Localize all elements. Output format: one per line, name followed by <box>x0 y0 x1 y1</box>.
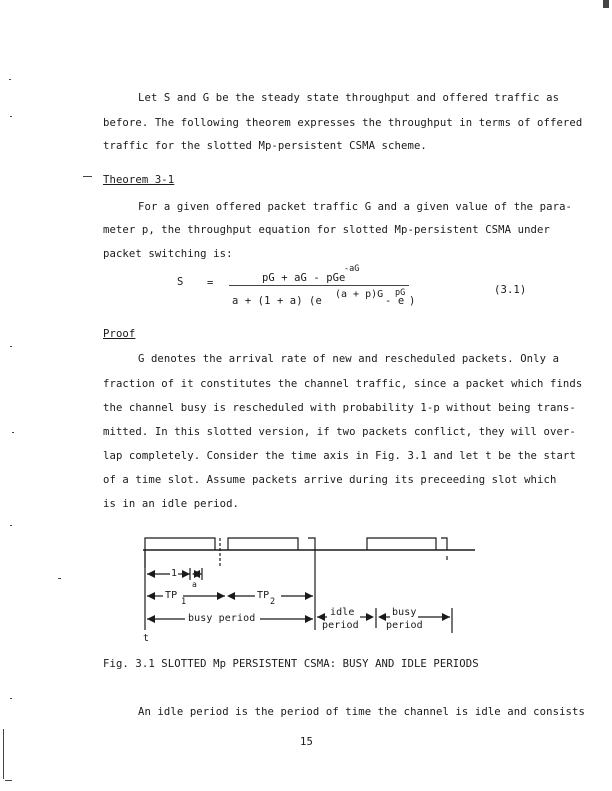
equation-equals: = <box>207 277 214 289</box>
equation-number: (3.1) <box>494 284 527 296</box>
equation-denominator-exponent-1: (a + p)G <box>335 289 384 300</box>
closing-line: An idle period is the period of time the channel is idle and consists <box>138 706 585 718</box>
figure-caption: Fig. 3.1 SLOTTED Mp PERSISTENT CSMA: BUSY AND IDLE PERIODS <box>103 658 479 670</box>
label-busy-period-2: period <box>386 620 423 631</box>
proof-line: lap completely. Consider the time axis in Fig. 3.1 and let t be the start <box>103 450 576 462</box>
proof-line: of a time slot. Assume packets arrive during its preceeding slot which <box>103 474 557 486</box>
page-number: 15 <box>300 736 313 748</box>
theorem-line: packet switching is: <box>103 248 233 260</box>
equation-numerator-exponent: -aG <box>344 264 360 274</box>
label-a: a <box>192 580 197 589</box>
label-one: 1 <box>171 568 178 579</box>
packet-pulse-3 <box>367 538 436 550</box>
label-tp2: TP <box>257 590 270 601</box>
theorem-line: meter p, the throughput equation for slotted Mp-persistent CSMA under <box>103 224 550 236</box>
equation-denominator-close: ) <box>409 295 416 307</box>
label-t: t <box>143 633 150 644</box>
proof-line: is in an idle period. <box>103 498 240 510</box>
label-busy: busy <box>392 607 417 618</box>
slot-marker-tick <box>441 538 447 550</box>
packet-pulse-1 <box>145 538 215 568</box>
equation-denominator-exponent-2: pG <box>395 288 406 298</box>
label-tp2-sub: 2 <box>270 597 276 607</box>
label-busy-period: busy period <box>188 613 256 624</box>
equation-lhs: S <box>177 276 184 288</box>
paragraph-line: Let S and G be the steady state throughput and offered traffic as <box>138 92 560 104</box>
paragraph-line: traffic for the slotted Mp-persistent CSMA scheme. <box>103 140 427 152</box>
theorem-title: Theorem 3-1 <box>103 174 175 186</box>
label-tp1-sub: 1 <box>181 597 187 607</box>
label-idle-period: period <box>322 620 359 631</box>
label-idle: idle <box>330 607 355 618</box>
proof-line: mitted. In this slotted version, if two packets conflict, they will over- <box>103 426 576 438</box>
proof-line: G denotes the arrival rate of new and rescheduled packets. Only a <box>138 353 560 365</box>
theorem-line: For a given offered packet traffic G and a given value of the para- <box>138 201 573 213</box>
paragraph-line: before. The following theorem expresses the throughput in terms of offered <box>103 117 583 129</box>
proof-line: the channel busy is rescheduled with probability 1-p without being trans- <box>103 402 576 414</box>
equation-numerator: pG + aG - pGe <box>262 272 346 284</box>
equation-denominator-mid: - e <box>385 295 405 307</box>
proof-title: Proof <box>103 328 136 340</box>
packet-pulse-2 <box>228 538 298 550</box>
equation-denominator: a + (1 + a) (e <box>232 295 322 307</box>
slot-marker-tick <box>308 538 315 550</box>
label-tp1: TP <box>165 590 178 601</box>
proof-line: fraction of it constitutes the channel traffic, since a packet which finds <box>103 378 583 390</box>
